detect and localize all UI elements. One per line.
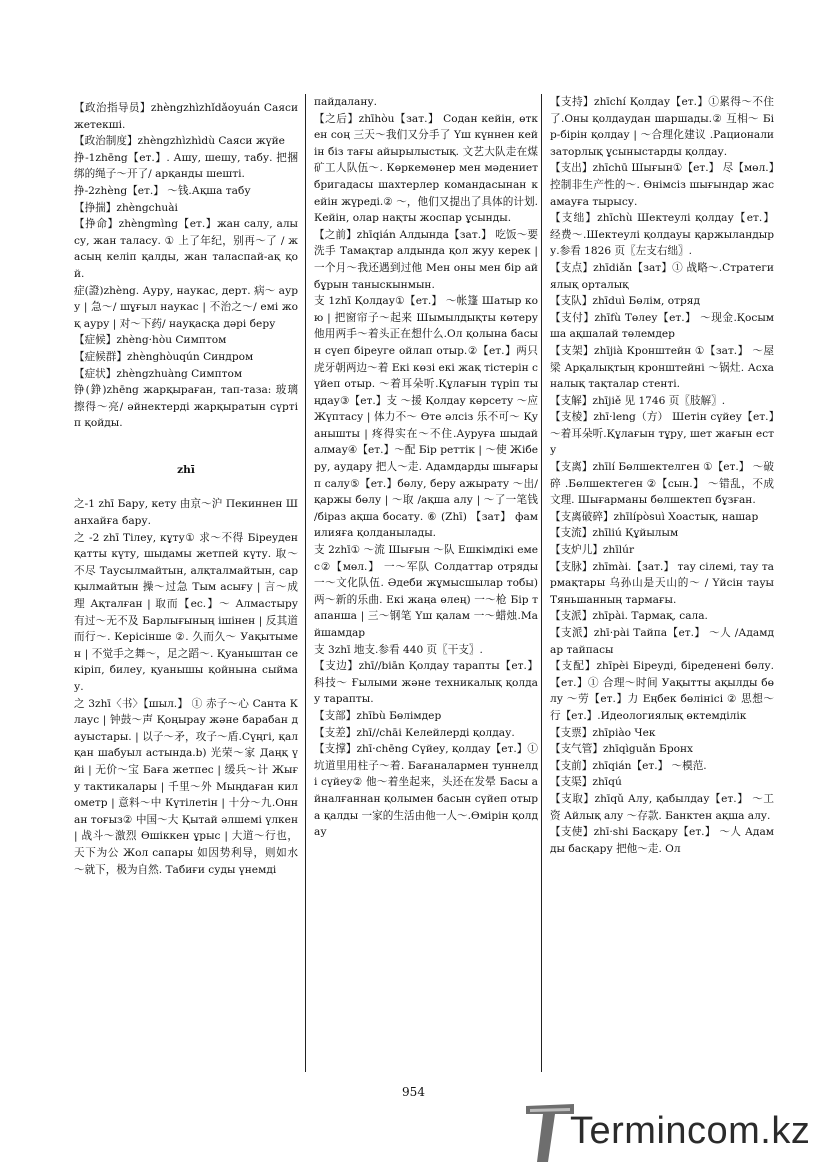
entry: 【支使】zhī·shi Басқару【ет.】 ～人 Адамды басқару 把他～走. Ол	[550, 826, 774, 855]
entry: 挣-2zhèng【ет.】 ～钱.Ақша табу	[74, 184, 251, 197]
entry: 【挣命】zhèngmìng【ет.】жан салу, алысу, жан таласу. ① 上了年纪，别再～了 / жасың келіп қалды, жан таласпай-ақ қой.	[74, 218, 298, 280]
entry: 【支配】zhīpèi Біреуді, біреденені бөлу.【ет.】① 合理～时间 Уақытты ақылды бөлу ～劳【ет.】力 Еңбек бөлінісі ② 思想～行【ет.】.Идеологиялық өктемділік	[550, 660, 774, 722]
column-divider	[305, 94, 306, 1072]
entry: пайдалану.	[314, 96, 377, 108]
entry: 支 1zhī Қолдау①【ет.】 ～帐篷 Шатыр кою | 把窗帘子～起来 Шымылдықты көтеру 他用两手～着头正在想什么.Ол қолына басын сүеп біреуге ойлап отыр.②【ет.】两只虎牙朝两边～着 Екі көзі екі жақ тістерін сүйеп отыр. ～着耳朵听.Құлағын түріп тыңдау③【ет.】支 ～援 Қолдау көрсету ～应 Жүптасу | 体力不～ Өте әлсіз 乐不可～ Қуанышты | 疼得实在～不住.Ауруға шыдай алмау④【ет.】～配 Бір реттік | ～使 Жіберу, аудару 把人～走. Адамдарды шығарып салу⑤【ет.】бөлу, беру ажырату ～出/қаржы бөлу | ～取 /ақша алу | ～了一笔钱 /біраз ақша босату. ⑥ (Zhī) 【зат】 фамилияға қолданылады.	[314, 295, 538, 540]
entry: 挣-1zhēng【ет.】. Ашу, шешу, табу. 把捆绑的绳子～开了/ арқанды шешті.	[74, 151, 298, 181]
entry: 【支流】zhīliú Құйылым	[550, 527, 679, 540]
column-right	[550, 94, 774, 857]
entry: 【支队】zhīduì Бөлім, отряд	[550, 295, 701, 308]
entry: 【支气管】zhīqìguǎn Бронх	[550, 743, 694, 756]
entry: 【支派】zhī·pài Тайпа【ет.】 ～人 /Адамдар тайпасы	[550, 627, 774, 656]
entry: 【支解】zhījiě 见 1746 页〖肢解〗.	[550, 394, 726, 407]
entry: 【症状】zhèngzhuàng Симптом	[74, 367, 243, 380]
entry: 支 3zhī 地支.参看 440 页〖干支〗.	[314, 643, 483, 656]
entry: 【支出】zhīchū Шығын①【ет.】 尽【мөл.】控制非生产性的～. Өнімсіз шығындар жасамауға тырысу.	[550, 162, 774, 208]
entry: 【政治指导员】zhèngzhìzhǐdǎoyuán Саяси жетекші.	[74, 102, 298, 131]
logo-text: Termincom.kz	[570, 1110, 811, 1152]
entry: 【支离】zhīlí Бөлшектелген ①【ет.】 ～破碎 .Бөлшектеген ②【сын.】 ～错乱，不成文理. Шығарманы бөлшектеп бұзған.	[550, 461, 774, 507]
page-number: 954	[402, 1085, 425, 1099]
section-heading: zhī	[177, 463, 195, 476]
entry: 【支差】zhī//chāi Келейлерді қолдау.	[314, 726, 515, 739]
entry: 【支付】zhīfù Төлеу【ет.】 ～现金.Қосымша ақшалай төлемдер	[550, 311, 774, 341]
entries-left-bottom	[74, 496, 298, 878]
entry: 【支绌】zhīchù Шектеулі қолдау【ет.】 经费～.Шектеулі қолдауы қаржыландыру.参看 1826 页〖左支右绌〗.	[550, 212, 774, 258]
column-middle	[314, 94, 538, 841]
entry: 铮(錚)zhēng жарқыраған, тап-таза: 玻璃擦得～亮/ әйнектерді жарқыратын сүртіп қойды.	[74, 384, 298, 430]
entry: 【支棱】zhī·leng（方） Шетін сүйеу【ет.】～着耳朵听.Құлағын тұру, шет жағын есту	[550, 411, 774, 457]
entry: 【支取】zhīqǔ Алу, қабылдау【ет.】 ～工资 Айлық алу ～存款. Банктен ақша алу.	[550, 792, 774, 822]
entry: 【支渠】zhīqú	[550, 776, 622, 789]
entry: 【支持】zhīchí Қолдау【ет.】①累得～不住了.Оны қолдаудан шаршады.② 互相～ Бір-бірін қолдау | ～合理化建议 .Рационализаторлық ұсыныстарды қолдау.	[550, 96, 774, 158]
entry: 【症候】zhèng·hòu Симптом	[74, 334, 227, 347]
entry: 【挣揣】zhèngchuài	[74, 201, 178, 214]
site-logo[interactable]	[524, 1100, 824, 1168]
column-divider	[541, 94, 542, 1072]
entries-left-top	[74, 100, 298, 432]
entry: 【支边】zhī//biān Қолдау тарапты【ет.】 科技～ Ғылыми және техникалық қолдау тарапты.	[314, 660, 538, 706]
entry: 【支脉】zhīmài.【зат.】 тау сілемі, тау тармақтары 乌孙山是天山的～ / Үйсін тауы Тяньшанның тармағы.	[550, 560, 774, 606]
entry: 【支撑】zhī·chēng Сүйеу, қолдау【ет.】① 坑道里用柱子～着. Бағаналармен туннелді сүйеу② 他～着坐起来，头还在发晕 Басы айналғаннан қолымен басын сүйеп отыра қалды 一家的生活由他一人～.Өмірін қолдау	[314, 743, 538, 839]
entry: 支 2zhī① ～流 Шығын ～队 Ешкімдікі емес②【мөл.】 一～军队 Солдаттар отряды 一～文化队伍. Әдеби жұмысшылар тобы) 两～新的乐曲. Екі жаңа өлең) 一～枪 Бір тапанша | 三～钢笔 Үш қалам 一～蜡烛.Майшамдар	[314, 544, 538, 639]
entry: 【之后】zhīhòu【зат.】 Содан кейін, өткен соң 三天～我们又分手了 Үш күннен кейін біз тағы айырылыстық. 文艺大队走在煤矿工人队伍～. Көркемөнер мен мәдениет бригадасы шахтерлер командасынан кейін жүреді.② ～，他们又提出了具体的计划.Кейін, олар нақты жоспар ұсынды.	[314, 112, 538, 225]
entry: 【支前】zhīqián【ет.】 ～模范.	[550, 759, 707, 772]
entry: 症(證)zhèng. Ауру, наукас, дерт. 病～ ауру | 急～/ шұғыл наукас | 不治之～/ емі жоқ ауру | 对～下药/ науқасқа дәрі беру	[74, 284, 298, 330]
entry: 【支票】zhīpiào Чек	[550, 726, 656, 739]
entry: 【之前】zhīqián Алдында【зат.】 吃饭～要洗手 Тамақтар алдында қол жуу керек | 一个月～我还遇到过他 Мен оны мен бір ай бұрын таныскынмын.	[314, 228, 538, 291]
column-left	[74, 100, 298, 878]
entry: 之-1 zhī Бару, кету 由京～沪 Пекиннен Шанхайға бару.	[74, 498, 298, 528]
entry: 【支部】zhībù Бөлімдер	[314, 709, 442, 722]
entry: 【支派】zhīpài. Тармақ, сала.	[550, 610, 708, 623]
entry: 之 3zhī〈书〉【шыл.】 ① 赤子～心 Санта Клаус | 钟鼓～声 Қоңырау және барабан дауыстары. | 以子～矛，攻子～盾.Сүңгі, қалқан шабуыл астында.b) 光荣～家 Даңқ үйі | 无价～宝 Баға жетпес | 缓兵～计 Жығу тактикалары | 千里～外 Мыңдаған километр | 意料～中 Күтілетін | 十分～九.Оннан тоғыз② 中国～大 Қытай әлшемі үлкен | 战斗～激烈 Өшіккен ұрыс | 大道～行也，天下为公 Жол сапары 如因势利导，则如水～就下，极为自然. Табиғи суды үнемді	[74, 697, 298, 876]
entry: 之 -2 zhī Тілеу, кұту① 求～不得 Біреуден қатты күту, шыдамы жетпей күту. 取～不尽 Таусылмайтын, алқталмайтын, сарқылмайтын 操～过急 Тым асығу | 言～成理 Ақталған | 取而【ес.】～ Алмастыру 有过～无不及 Барлығының ішінен | 反其道而行～. Керісінше ②. 久而久～ Уақытымен | 不觉手之舞～，足之蹈～. Қуаныштан секіріп, билеу, қуанышы қойнына сыймау.	[74, 531, 298, 693]
entry: 【政治制度】zhèngzhìzhìdù Саяси жүйе	[74, 135, 285, 148]
entry: 【支离破碎】zhīlípòsuì Хоастық, нашар	[550, 510, 759, 523]
entry: 【支点】zhīdiǎn【зат】① 战略～.Стратегиялық орталық	[550, 261, 774, 291]
entry: 【症候群】zhènghòuqún Синдром	[74, 350, 254, 363]
entry: 【支炉儿】zhīlúr	[550, 544, 635, 557]
entry: 【支架】zhījià Кронштейн ①【зат.】 ～屋梁 Арқалықтың кронштейні ～锅灶. Асханалық тақталар стенті.	[550, 344, 774, 391]
